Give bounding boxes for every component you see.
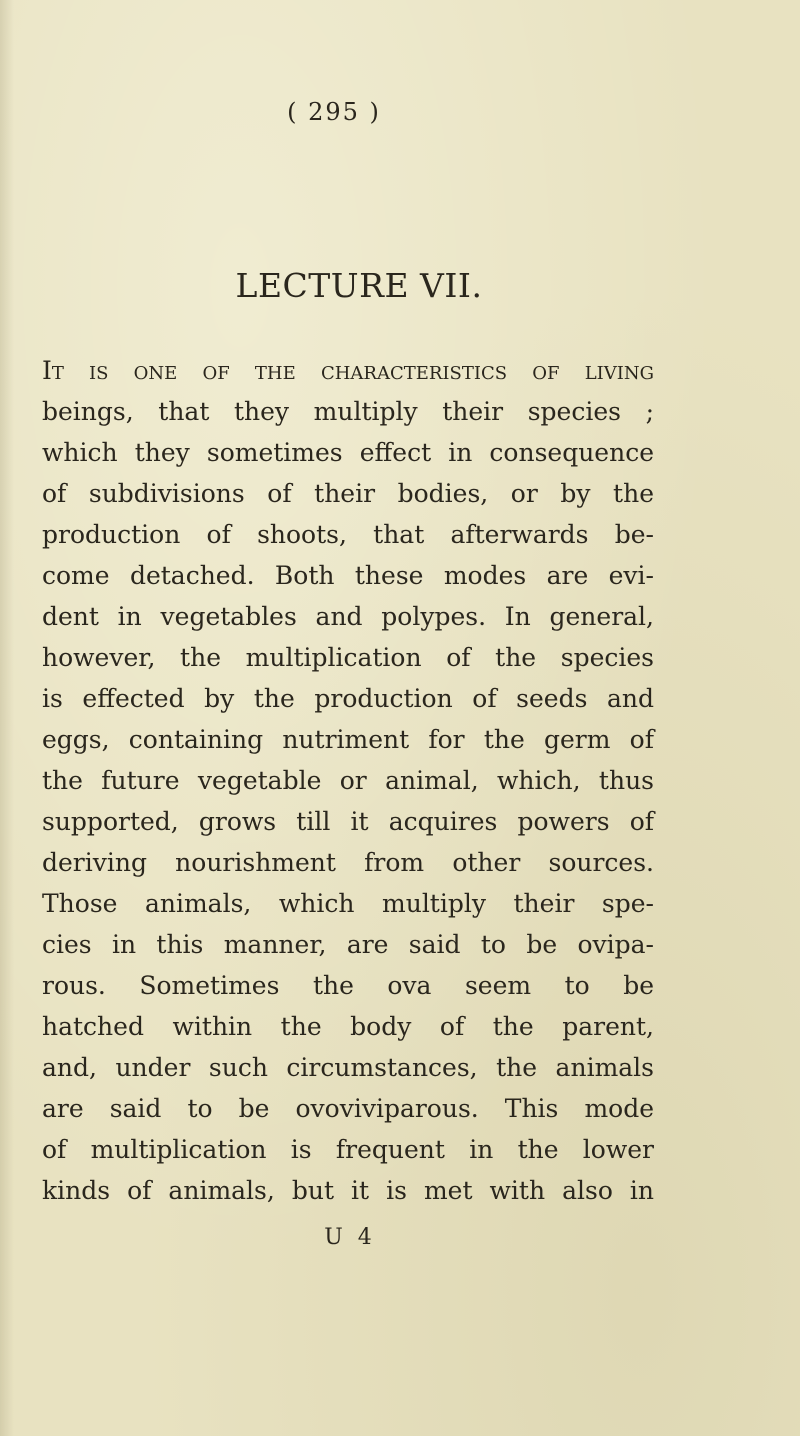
text-line: is effected by the production of seeds and xyxy=(42,684,654,713)
text-line: rous. Sometimes the ova seem to be xyxy=(42,971,654,1000)
text-line: come detached. Both these modes are evi- xyxy=(42,561,654,590)
text-line: production of shoots, that afterwards be- xyxy=(42,520,654,549)
lecture-title: LECTURE VII. xyxy=(235,266,483,305)
text-line: eggs, containing nutriment for the germ of xyxy=(42,725,654,754)
text-line: are said to be ovoviviparous. This mode xyxy=(42,1094,654,1123)
body-paragraph xyxy=(42,350,654,1211)
text-line: kinds of animals, but it is met with also in xyxy=(42,1176,654,1205)
text-line: of subdivisions of their bodies, or by the xyxy=(42,479,654,508)
text-line: however, the multiplication of the species xyxy=(42,643,654,672)
text-line: which they sometimes effect in consequence xyxy=(42,438,654,467)
text-line: deriving nourishment from other sources. xyxy=(42,848,654,877)
text-line: It is one of the characteristics of living xyxy=(42,356,654,385)
text-line: and, under such circumstances, the animals xyxy=(42,1053,654,1082)
text-line: Those animals, which multiply their spe- xyxy=(42,889,654,918)
text-line: hatched within the body of the parent, xyxy=(42,1012,654,1041)
page-number: ( 295 ) xyxy=(287,98,381,126)
text-line: dent in vegetables and polypes. In general, xyxy=(42,602,654,631)
text-line: supported, grows till it acquires powers of xyxy=(42,807,654,836)
text-line: cies in this manner, are said to be ovipa- xyxy=(42,930,654,959)
text-line: the future vegetable or animal, which, thus xyxy=(42,766,654,795)
page-gutter-shadow xyxy=(0,0,14,1436)
signature-mark: U 4 xyxy=(324,1225,376,1250)
text-line: beings, that they multiply their species ; xyxy=(42,397,654,426)
text-line: of multiplication is frequent in the lower xyxy=(42,1135,654,1164)
